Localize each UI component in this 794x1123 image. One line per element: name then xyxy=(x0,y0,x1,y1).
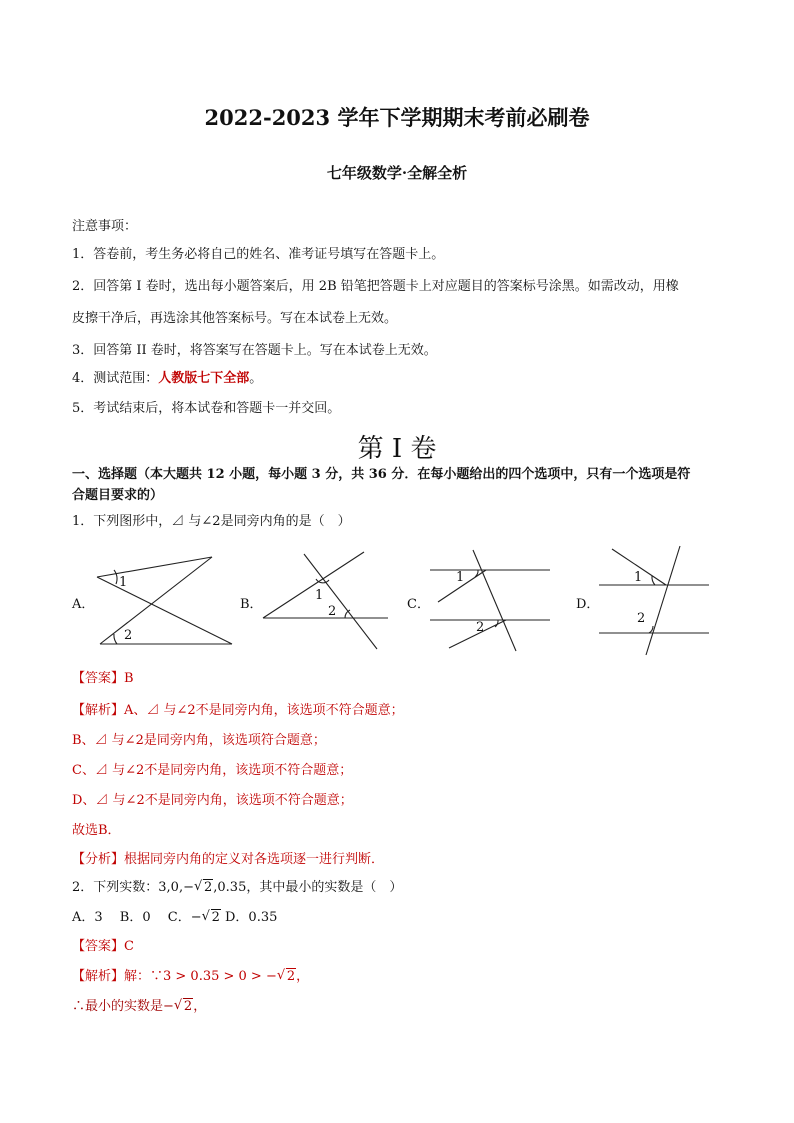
figure-a-arc xyxy=(114,570,117,584)
notice-range-suffix: 。 xyxy=(249,371,263,386)
figure-d xyxy=(596,544,714,659)
question-1-method: 【分析】根据同旁内角的定义对各选项逐一进行判断． xyxy=(72,852,385,867)
angle-label: 2 xyxy=(328,604,337,619)
figure-c xyxy=(428,548,553,653)
question-2-stem xyxy=(72,879,402,897)
question-2-conclusion xyxy=(72,998,206,1016)
page-subtitle: 七年级数学·全解全析 xyxy=(326,164,468,182)
question-2-analysis-part: ， xyxy=(296,969,310,984)
figure-d-arc xyxy=(649,626,653,633)
question-2-options-part: A．3 B．0 C．− xyxy=(72,910,202,925)
sqrt-radicand: 2 xyxy=(286,969,296,984)
figure-a-arc xyxy=(114,634,117,644)
figure-a xyxy=(92,550,242,650)
notice-range-prefix: 4．测试范围： xyxy=(72,371,159,386)
sqrt-radicand: 2 xyxy=(183,999,193,1014)
figure-c-line xyxy=(473,550,516,651)
question-2-stem-part: 2．下列实数：3,0,− xyxy=(72,880,194,895)
figure-b-arc xyxy=(345,610,350,618)
angle-label: 1 xyxy=(315,588,324,603)
option-b-label: B． xyxy=(240,597,263,612)
question-1-stem: 1．下列图形中，⊿ 与∠2是同旁内角的是（ ） xyxy=(72,514,351,529)
question-2-stem-part: ,0.35，其中最小的实数是（ ） xyxy=(213,880,403,895)
notice-range-value: 人教版七下全部 xyxy=(158,371,250,386)
option-a-label: A． xyxy=(72,597,95,612)
notice-item: 2．回答第 I 卷时，选出每小题答案后，用 2B 铅笔把答题卡上对应题目的答案标号涂黑。如需改动，用橡 xyxy=(72,279,679,294)
question-2-analysis xyxy=(72,968,309,986)
figure-d-line xyxy=(646,546,680,655)
option-d-label: D． xyxy=(576,597,600,612)
angle-label: 1 xyxy=(119,575,128,590)
sqrt-symbol xyxy=(204,909,221,927)
question-2-options xyxy=(72,909,277,927)
question-1-answer: 【答案】B xyxy=(72,671,134,686)
figure-b-line xyxy=(263,552,364,618)
notice-heading: 注意事项： xyxy=(72,219,138,234)
question-2-conclusion-part: ∴最小的实数是− xyxy=(72,999,174,1014)
sqrt-symbol xyxy=(279,968,296,986)
question-1-analysis: D、⊿ 与∠2不是同旁内角，该选项不符合题意； xyxy=(72,793,353,808)
part1-heading-cont: 合题目要求的） xyxy=(72,488,164,503)
question-1-analysis: 【解析】A、⊿ 与∠2不是同旁内角，该选项不符合题意； xyxy=(72,703,404,718)
angle-label: 2 xyxy=(637,611,646,626)
figure-c-arc xyxy=(495,620,498,627)
figure-b xyxy=(260,548,390,653)
notice-item-range xyxy=(72,370,262,388)
angle-label: 1 xyxy=(456,570,465,585)
question-1-conclusion: 故选B． xyxy=(72,823,121,838)
angle-label: 1 xyxy=(634,570,643,585)
option-c-label: C． xyxy=(407,597,430,612)
figure-a-line xyxy=(97,557,212,577)
sqrt-symbol xyxy=(176,998,193,1016)
angle-label: 2 xyxy=(124,628,133,643)
notice-item: 5．考试结束后，将本试卷和答题卡一并交回。 xyxy=(72,401,341,416)
question-2-analysis-part: 【解析】解：∵3 > 0.35 > 0 > − xyxy=(72,969,277,984)
sqrt-symbol xyxy=(196,879,213,897)
page-title: 2022-2023 学年下学期期末考前必刷卷 xyxy=(204,105,590,130)
question-2-answer: 【答案】C xyxy=(72,939,134,954)
figure-a-line xyxy=(97,577,232,644)
notice-item: 3．回答第 II 卷时，将答案写在答题卡上。写在本试卷上无效。 xyxy=(72,343,437,358)
part1-heading: 一、选择题（本大题共 12 小题，每小题 3 分，共 36 分．在每小题给出的四个选项中，只有一个选项是符 xyxy=(72,467,691,482)
figure-a-line xyxy=(100,557,212,644)
question-2-conclusion-part: ， xyxy=(193,999,207,1014)
angle-label: 2 xyxy=(476,620,485,635)
question-2-options-part: D．0.35 xyxy=(220,910,278,925)
sqrt-radicand: 2 xyxy=(203,880,213,895)
notice-item: 1．答卷前，考生务必将自己的姓名、准考证号填写在答题卡上。 xyxy=(72,247,445,262)
question-1-analysis: B、⊿ 与∠2是同旁内角，该选项符合题意； xyxy=(72,733,326,748)
notice-item: 皮擦干净后，再选涂其他答案标号。写在本试卷上无效。 xyxy=(72,311,398,326)
section-title: 第 I 卷 xyxy=(357,434,437,464)
question-1-analysis: C、⊿ 与∠2不是同旁内角，该选项不符合题意； xyxy=(72,763,353,778)
sqrt-radicand: 2 xyxy=(211,910,220,925)
